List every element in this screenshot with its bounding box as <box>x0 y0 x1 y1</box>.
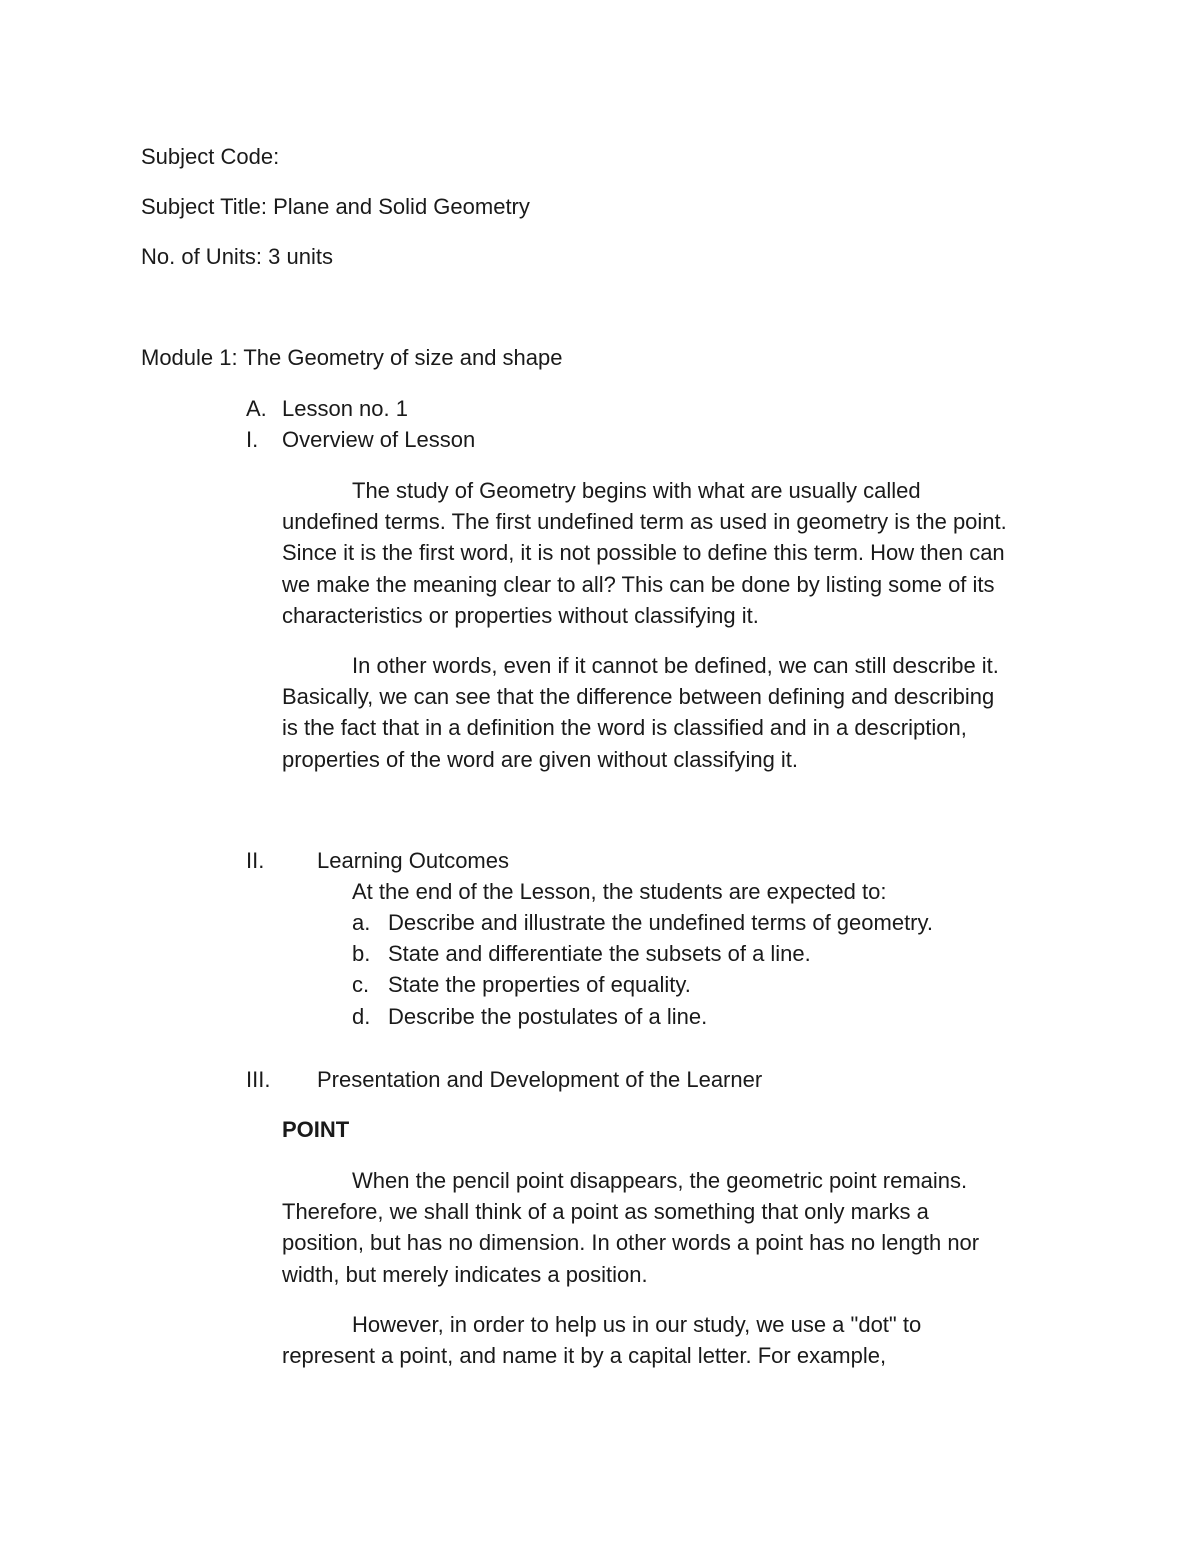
paragraph-line: In other words, even if it cannot be defined, we can still describe it. <box>352 653 999 678</box>
learning-outcomes-intro: At the end of the Lesson, the students are expected to: <box>352 879 887 904</box>
outcome-item: Describe and illustrate the undefined terms of geometry. <box>388 910 933 935</box>
outcome-item: Describe the postulates of a line. <box>388 1004 708 1029</box>
paragraph-line: is the fact that in a definition the word is classified and in a description, <box>282 715 967 741</box>
outcome-marker: d. <box>352 1004 371 1029</box>
section-3-marker: III. <box>246 1067 271 1092</box>
overview-paragraph-2 <box>282 650 999 775</box>
paragraph-line: Since it is the first word, it is not possible to define this term. How then can <box>282 540 1005 566</box>
module-title: Module 1: The Geometry of size and shape <box>141 345 563 370</box>
section-1-marker: I. <box>246 427 259 452</box>
section-3-heading: Presentation and Development of the Learner <box>317 1067 763 1092</box>
point-paragraph-1 <box>282 1165 979 1290</box>
subject-code: Subject Code: <box>141 144 280 169</box>
paragraph-line: The study of Geometry begins with what are usually called <box>352 478 921 503</box>
paragraph-line: properties of the word are given without classifying it. <box>282 746 799 772</box>
lesson-label: Lesson no. 1 <box>282 396 408 421</box>
outcome-marker: a. <box>352 910 371 935</box>
point-heading: POINT <box>282 1117 350 1142</box>
section-2-heading: Learning Outcomes <box>317 848 509 873</box>
paragraph-line: we make the meaning clear to all? This can be done by listing some of its <box>282 571 995 597</box>
section-1-heading: Overview of Lesson <box>282 427 476 452</box>
overview-paragraph-1 <box>282 475 1007 631</box>
paragraph-line: represent a point, and name it by a capital letter. For example, <box>282 1343 887 1369</box>
section-2-marker: II. <box>246 848 265 873</box>
outcome-marker: c. <box>352 972 370 997</box>
point-paragraph-2 <box>282 1309 921 1371</box>
outcome-item: State and differentiate the subsets of a line. <box>388 941 811 966</box>
paragraph-line: Therefore, we shall think of a point as something that only marks a <box>282 1199 929 1225</box>
units: No. of Units: 3 units <box>141 244 333 269</box>
paragraph-line: position, but has no dimension. In other words a point has no length nor <box>282 1230 980 1256</box>
paragraph-line: However, in order to help us in our study, we use a "dot" to <box>352 1312 922 1337</box>
paragraph-line: width, but merely indicates a position. <box>282 1261 648 1287</box>
subject-title: Subject Title: Plane and Solid Geometry <box>141 194 530 219</box>
lesson-marker: A. <box>246 396 267 421</box>
paragraph-line: When the pencil point disappears, the geometric point remains. <box>352 1168 968 1193</box>
outcome-marker: b. <box>352 941 371 966</box>
paragraph-line: characteristics or properties without classifying it. <box>282 602 759 628</box>
paragraph-line: Basically, we can see that the difference between defining and describing <box>282 684 995 710</box>
outcome-item: State the properties of equality. <box>388 972 691 997</box>
paragraph-line: undefined terms. The first undefined term as used in geometry is the point. <box>282 509 1007 535</box>
